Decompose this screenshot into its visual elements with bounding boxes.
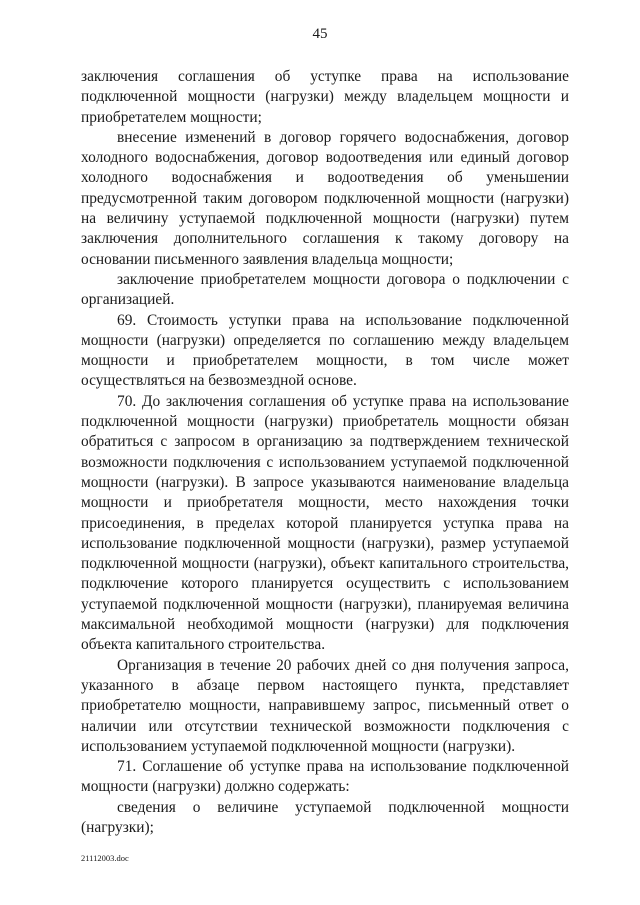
- paragraph-item-71: 71. Соглашение об уступке права на использование подключенной мощности (нагрузки) должно содержать:: [81, 758, 569, 796]
- paragraph-item-69: 69. Стоимость уступки права на использование подключенной мощности (нагрузки) определяется по соглашению между владельцем мощности и приобретателем мощности, в том числе может осуществляться на безвозмездной основе.: [81, 311, 569, 390]
- paragraph: заключение приобретателем мощности договора о подключении с организацией.: [81, 270, 569, 309]
- paragraph: сведения о величине уступаемой подключенной мощности (нагрузки);: [81, 798, 569, 836]
- paragraph: Организация в течение 20 рабочих дней со дня получения запроса, указанного в абзаце первом настоящего пункта, представляет приобретателю мощности, направившему запрос, письменный ответ о наличии или отсутствии технической возможности подключения с использованием уступаемой подключенной мощности (нагрузки).: [81, 656, 569, 755]
- paragraph: внесение изменений в договор горячего водоснабжения, договор холодного водоснабжения, договор водоотведения или единый договор холодного водоснабжения и водоотведения об уменьшении предусмотренной таким договором подключенной мощности (нагрузки) на величину уступаемой подключенной мощности (нагрузки) путем заключения дополнительного соглашения к такому договору на основании письменного заявления владельца мощности;: [81, 128, 569, 268]
- document-body: [81, 67, 569, 838]
- paragraph-item-70: 70. До заключения соглашения об уступке права на использование подключенной мощности (нагрузки) приобретатель мощности обязан обратиться с запросом в организацию за подтверждением технической возможности подключения с использованием уступаемой подключенной мощности (нагрузки). В запросе указываются наименование владельца мощности и приобретателя мощности, место нахождения точки присоединения, в пределах которой планируется уступка права на использование подключенной мощности (нагрузки), размер уступаемой подключенной мощности (нагрузки), объект капитального строительства, подключение которого планируется осуществить с использованием уступаемой подключенной мощности (нагрузки), планируемая величина максимальной необходимой мощности (нагрузки) для подключения объекта капитального строительства.: [81, 392, 569, 654]
- paragraph: заключения соглашения об уступке права на использование подключенной мощности (нагрузки) между владельцем мощности и приобретателем мощности;: [81, 68, 569, 126]
- page-number: 45: [312, 26, 328, 42]
- footer-filename: 21112003.doc: [81, 853, 129, 863]
